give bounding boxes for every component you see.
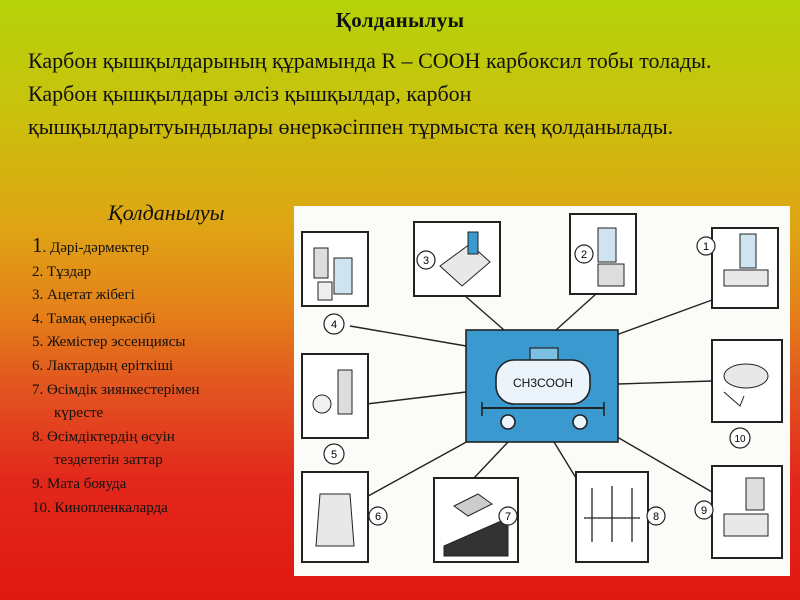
item-number: 2. [32,263,44,280]
connector-line [474,442,508,478]
connector-line [554,442,576,478]
item-text: . Дәрі-дәрмектер [42,240,150,256]
use-box-9 [695,466,782,558]
item-number: 10. [32,499,51,516]
bottle-icon [314,248,328,278]
item-number: 6. [32,357,44,374]
dye-box-icon [746,478,764,510]
slide-heading: Қолданылуы [335,8,465,32]
uses-list-item [32,379,292,426]
jar-icon [318,282,332,300]
box-number: 8 [652,511,660,523]
box-number: 2 [580,249,588,261]
wheel-icon [573,415,587,429]
item-text: Өсімдік зиянкестерімен [43,381,200,398]
film-reel-icon [724,364,768,388]
use-box-4 [302,232,368,334]
plant-icon [584,486,640,542]
item-text: Кинопленкаларда [50,499,168,516]
uses-list-item [32,473,292,497]
tank-label: CH3COOH [512,376,574,390]
uses-list-item [32,308,292,332]
use-box-7 [434,478,518,562]
box-number: 10 [734,434,746,445]
item-text: Ацетат жібегі [43,287,135,304]
connector-line [618,381,712,384]
item-number: 8. [32,428,44,445]
central-tank-panel [466,330,618,442]
bottle-icon [338,370,352,414]
use-box-10 [712,340,782,448]
bottle-icon [598,228,616,262]
use-box-3 [414,222,500,296]
item-text: Тамақ өнеркәсібі [43,310,156,327]
box-number: 9 [700,505,708,517]
box-number: 3 [422,255,430,267]
box-number: 4 [330,319,338,331]
apple-icon [313,395,331,413]
use-box-5 [302,354,368,464]
use-box-2 [570,214,636,294]
connector-line [556,294,596,330]
item-text: Лактардың еріткіші [43,357,174,374]
diagram-svg [294,206,790,576]
uses-list-title: Қолданылуы [108,200,225,225]
canister-icon [316,494,354,546]
uses-list-item [32,355,292,379]
item-text-continued: тездететін заттар [54,452,163,469]
uses-list-item [32,497,292,521]
uses-list-item [32,331,292,355]
use-box-8 [576,472,665,562]
item-number: 5. [32,334,44,351]
use-box-6 [302,472,387,562]
connector-line [350,326,466,346]
uses-list [32,234,292,520]
acetic-acid-uses-diagram [294,206,790,576]
intro-paragraph: Карбон қышқылдарының құрамында R – COOH карбоксил тобы толады. Карбон қышқылдары әлсіз қышқылдар, карбон қышқылдарытуындылары өнеркәсіппен тұрмыста кең қолданылады. [28,48,712,139]
bottle-icon [334,258,352,294]
item-text: Тұздар [43,263,92,280]
box-number: 7 [504,511,512,523]
box-icon [598,264,624,286]
item-number: 1 [32,233,43,257]
box-number: 1 [702,241,710,253]
item-text: Жемістер эссенциясы [43,334,186,351]
item-number: 4. [32,310,44,327]
uses-list-item [32,234,292,261]
item-text: Өсімдіктердің өсуін [43,428,175,445]
uses-list-item [32,426,292,473]
item-text-continued: күресте [54,405,104,422]
uses-list-item [32,284,292,308]
uses-list-item [32,261,292,285]
vial-icon [740,234,756,268]
item-number: 9. [32,475,44,492]
pill-pack-icon [724,270,768,286]
item-number: 3. [32,287,44,304]
use-box-1 [697,228,778,308]
item-number: 7. [32,381,44,398]
box-number: 6 [374,511,382,523]
wheel-icon [501,415,515,429]
item-text: Мата бояуда [43,475,127,492]
connector-line [608,300,712,338]
box-number: 5 [330,449,338,461]
